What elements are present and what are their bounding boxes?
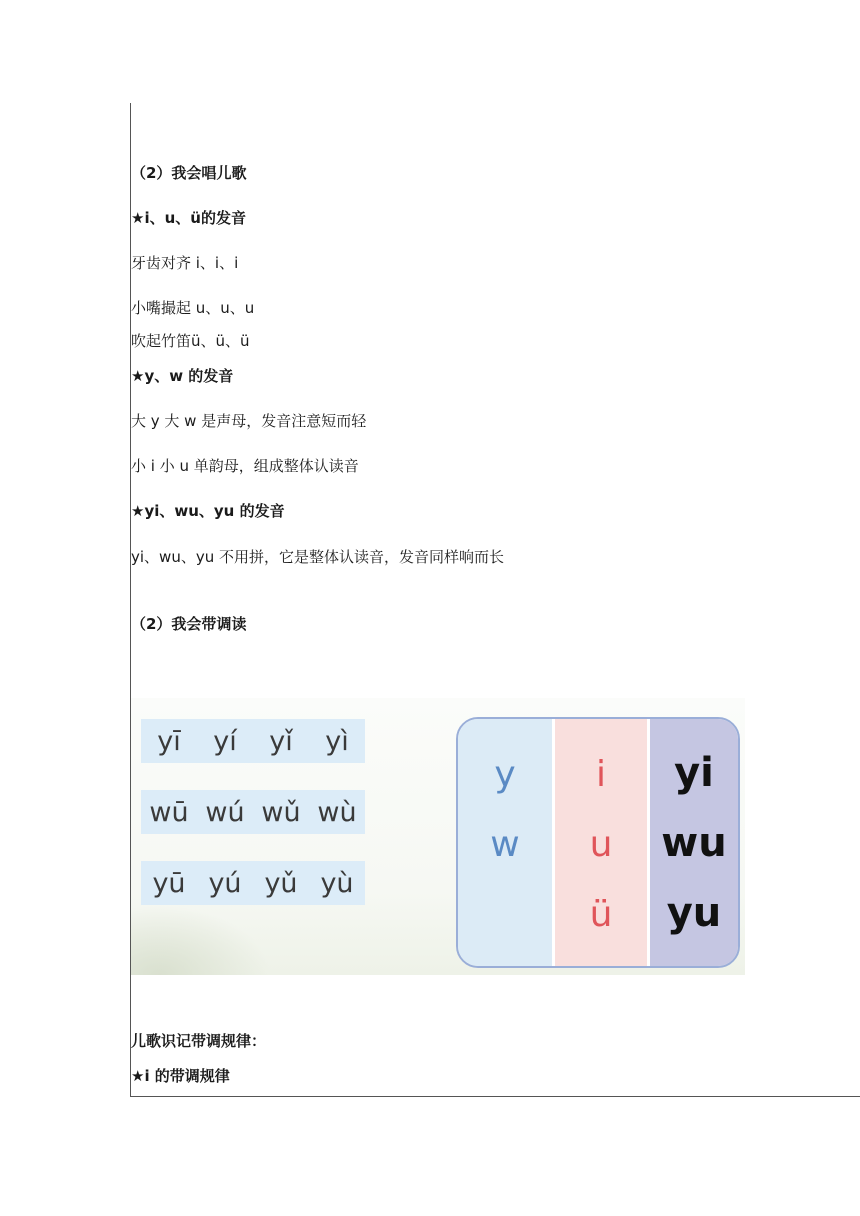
final-letter: u [589, 824, 613, 865]
column-finals [552, 719, 650, 966]
tone-syllable: yù [320, 867, 354, 899]
verse-line: 牙齿对齐 i、i、i [131, 254, 239, 272]
heading-sing: （2）我会唱儿歌 [131, 164, 247, 182]
final-letter: ü [589, 894, 613, 935]
initial-letter: w [490, 824, 520, 865]
tone-row-wu [141, 790, 365, 834]
column-initials [458, 719, 552, 966]
tone-syllable: yǐ [269, 725, 293, 757]
final-letter: i [595, 754, 606, 795]
whole-syllable: yu [666, 890, 722, 936]
verse-line: 吹起竹笛ü、ü、ü [131, 332, 250, 350]
verse-line: 小嘴撮起 u、u、u [131, 299, 255, 317]
tone-row-yi [141, 719, 365, 763]
table-cell-border-bottom [130, 1096, 860, 1097]
verse-line: 小 i 小 u 单韵母，组成整体认读音 [131, 457, 359, 475]
whole-syllable: yi [674, 750, 714, 796]
rule-intro: 儿歌识记带调规律： [131, 1032, 267, 1050]
column-whole-syllables [650, 719, 738, 966]
section-title-yiwuyu: ★yi、wu、yu 的发音 [131, 502, 285, 520]
tone-syllable: yí [213, 725, 237, 757]
pinyin-illustration [131, 698, 745, 975]
section-title-iu: ★i、u、ü的发音 [131, 209, 246, 227]
background-shading [131, 905, 271, 975]
section-title-i-rule: ★i 的带调规律 [131, 1067, 230, 1085]
tone-syllable: wǔ [261, 796, 301, 828]
section-title-yw: ★y、w 的发音 [131, 367, 234, 385]
tone-syllable: yǔ [264, 867, 298, 899]
verse-line: yi、wu、yu 不用拼，它是整体认读音，发音同样响而长 [131, 548, 504, 566]
tone-syllable: yū [152, 867, 186, 899]
verse-line: 大 y 大 w 是声母，发音注意短而轻 [131, 412, 367, 430]
syllable-composition-table [456, 717, 740, 968]
tone-syllable: wū [149, 796, 189, 828]
tone-syllable: wú [205, 796, 245, 828]
tone-syllable: wù [317, 796, 357, 828]
tone-syllable: yì [325, 725, 349, 757]
whole-syllable: wu [661, 820, 727, 866]
heading-tone-reading: （2）我会带调读 [131, 615, 247, 633]
tone-row-yu [141, 861, 365, 905]
tone-syllable: yī [157, 725, 181, 757]
initial-letter: y [494, 754, 516, 795]
tone-syllable: yú [208, 867, 242, 899]
